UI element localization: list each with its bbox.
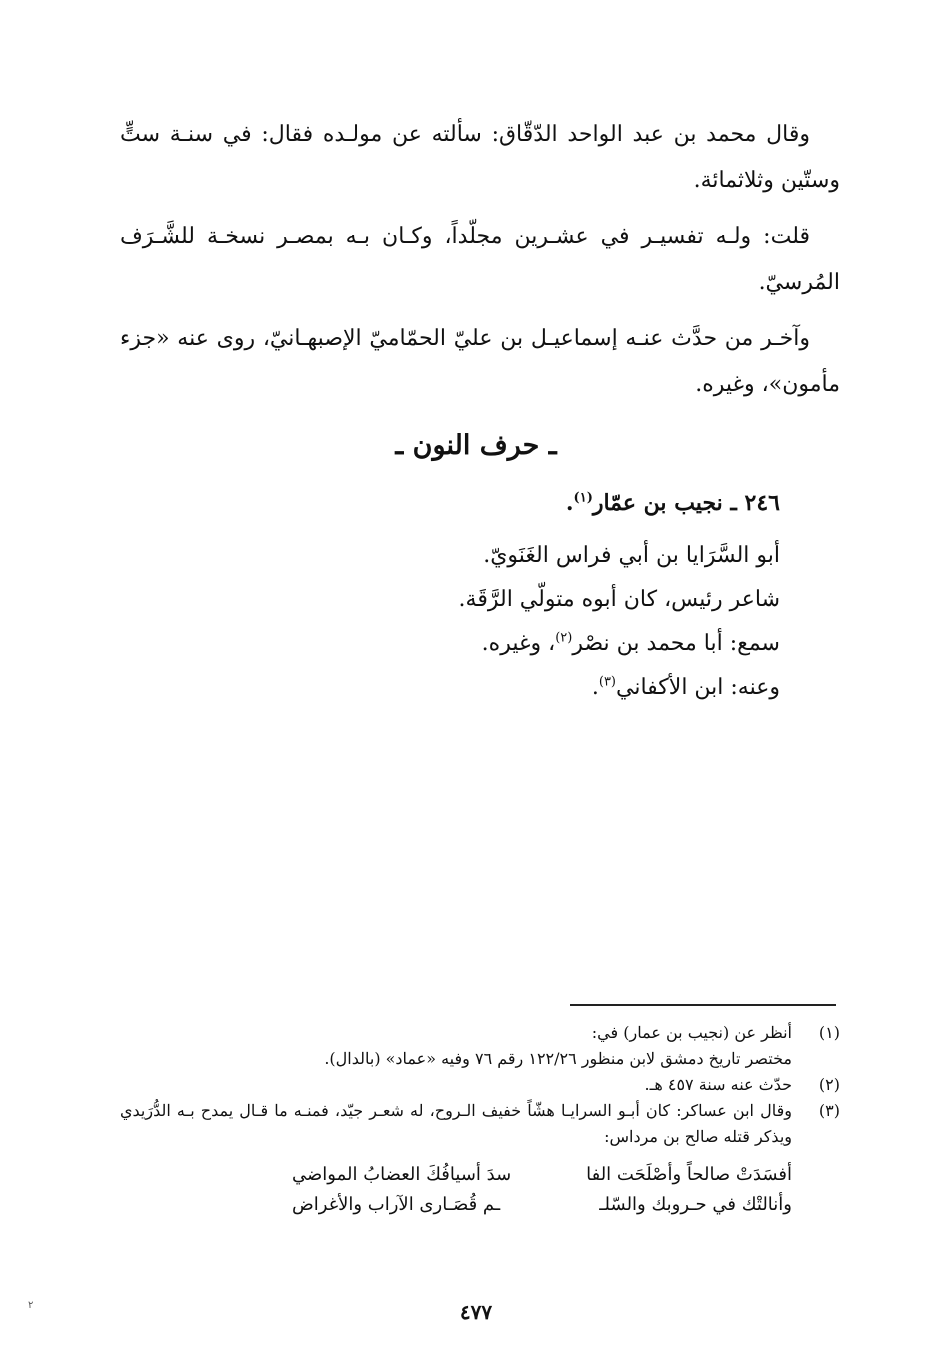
paragraph-3: وآخـر من حدَّث عنـه إسماعيـل بن عليّ الحمّاميّ الإصبهـانيّ، روى عنه «جزء مأمون»، وغيره. [120,326,840,397]
entry-heading-text: ٢٤٦ ـ نجيب بن عمّار [592,490,780,516]
footnote-2 [120,1072,840,1098]
footnote-marker-3: (٣) [598,674,616,690]
entry-line-students-tail: . [591,675,599,700]
footnote-1 [120,1020,840,1072]
paragraph-1: وقال محمد بن عبد الواحد الدّقّاق: سألته عن مولـده فقال: في سنـة ستٍّ وستّين وثلاثمائة. [120,122,840,193]
footnote-number: (٣) [818,1101,840,1120]
entry-line-students-text: وعنه: ابن الأكفاني [616,675,780,700]
entry-line-teachers [160,622,780,666]
footnote-line: وقال ابن عساكر: كان أبـو السرايـا هشّاً خفيف الـروح، له شعـر جيّد، فمنـه ما قـال يمدح بـه الدُّرَيدي ويذكر قتله صالح بن مرداس: [120,1101,792,1146]
page-number: ٤٧٧ [459,1300,493,1324]
footnote-marker-2: (٢) [555,630,573,646]
footnote-3 [120,1098,840,1150]
poem-verses [292,1160,792,1220]
footnote-body [120,1020,792,1072]
entry-line-teachers-text: سمع: أبا محمد بن نصْر [572,631,780,656]
biography-entry [160,486,780,710]
paragraph-2: قلت: ولـه تفسيـر في عشـرين مجلّداً، وكـان بـه بمصـر نسخـة للشَّـرَف المُرسيّ. [120,224,840,295]
footnote-marker-1: (١) [573,490,593,506]
verse-first-hemistich: أفسَدَتْ صالحاً وأصْلَحَت الفا [586,1164,792,1185]
footnote-line: حدّث عنه سنة ٤٥٧ هـ. [644,1075,792,1094]
footnotes [120,1020,840,1220]
entry-line-students [160,666,780,710]
footnote-number: (١) [818,1023,840,1042]
verse-first-hemistich: وأنالتْك في حـروبك والسّلـ [599,1194,792,1215]
footnote-line: مختصر تاريخ دمشق لابن منظور ١٢٢/٢٦ رقم ٧٦ وفيه «عماد» (بالدال). [324,1049,792,1068]
entry-line-teachers-tail: ، وغيره. [481,631,556,656]
entry-line-kunya: أبو السَّرَايا بن أبي فراس الغَنَويّ. [483,543,780,568]
margin-mark: ٢ [28,1300,34,1311]
section-title: ـ حرف النون ـ [395,430,557,461]
entry-line-description: شاعر رئيس، كان أبوه متولّي الرَّقَة. [458,587,780,612]
verse-second-hemistich: سدَ أسيافُكَ العضابُ المواضي [292,1164,512,1185]
verse-line [292,1160,792,1190]
footnote-number: (٢) [818,1075,840,1094]
main-text [120,112,840,418]
entry-heading: ٢٤٦ ـ نجيب بن عمّار$^{(١)}$. [565,490,780,516]
footnote-divider [570,1004,836,1006]
footnote-line: أنظر عن (نجيب بن عمار) في: [591,1023,792,1042]
footnote-body [120,1098,792,1150]
verse-second-hemistich: ـم قُصَـارى الآراب والأغراض [292,1194,501,1215]
footnote-body [120,1072,792,1098]
verse-line [292,1190,792,1220]
